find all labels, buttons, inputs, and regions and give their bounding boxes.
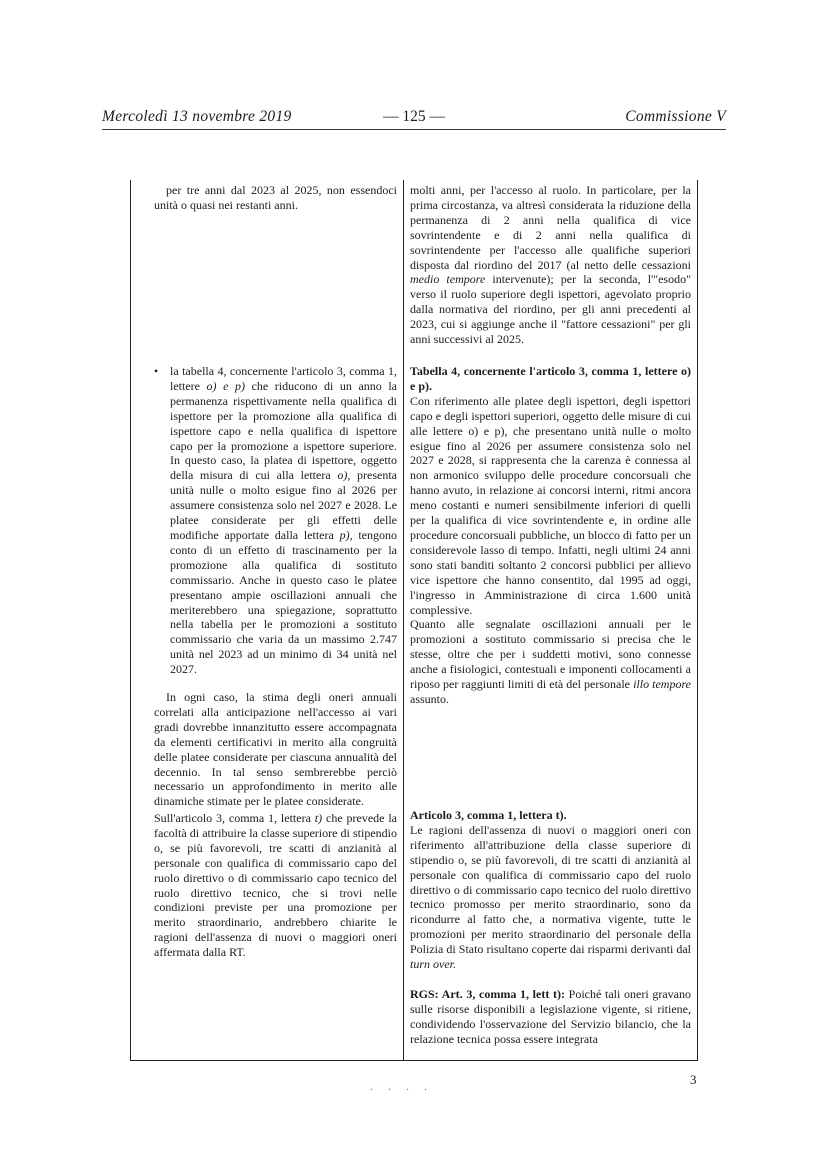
header-page-number: — 125 — (383, 108, 445, 125)
page-header (102, 108, 726, 130)
footer-page-number: 3 (690, 1072, 697, 1087)
left-bullet-paragraph: la tabella 4, concernente l'articolo 3, comma 1, lettere o) e p) che riducono di un anno la permanenza rispettivamente nella qualifica di ispettore per la promozione alla qualifica di ispettore capo e nella qualifica di ispettore capo per la promozione a ispettore superiore. In questo caso, la platea di ispettore, oggetto della misura di cui alla lettera o), presenta unità nulle o molto esigue fino al 2026 per assumere consistenza solo nel 2027 e 2028. Le platee considerate per gli effetti delle modifiche apportate dalla lettera p), tengono conto di un effetto di trascinamento per la promozione alla qualifica di sostituto commissario. Anche in questo caso le platee presentano ampie oscillazioni annuali che meriterebbero una spiegazione, soprattutto nella tabella per le promozioni a sostituto commissario che varia da un massimo 2.747 unità nel 2023 ad un minimo di 34 unità nel 2027. (170, 364, 397, 677)
right-heading-articolo-3: Articolo 3, comma 1, lettera t). (410, 808, 567, 822)
left-paragraph-4: Sull'articolo 3, comma 1, lettera t) che prevede la facoltà di attribuire la classe superiore di stipendio o, se più favorevoli, tre scatti di anzianità al personale con qualifica di commissario capo del ruolo direttivo o di commissario capo tecnico del ruolo direttivo tecnico, che si trovi nelle condizioni previste per una promozione per merito straordinario, andrebbero chiarite le ragioni dell'assenza di nuovi o maggiori oneri affermata dalla RT. (154, 811, 398, 960)
right-section-tabella-4: Tabella 4, concernente l'articolo 3, comma 1, lettere o) e p). Con riferimento alle platee degli ispettori, degli ispettori capo e degli ispettori superiori, oggetto delle misure di cui alle lettere o) e p), che presentano unità nulle o molto esigue fino al 2026 per assumere consistenza solo nel 2027 e 2028, si rappresenta che la carenza è connessa al non armonico sviluppo delle procedure concorsuali che hanno avuto, in relazione ai concorsi interni, ritmi ancora meno costanti e numeri sensibilmente inferiori di quelli per la qualifica di vice sovrintendente e, in ordine alle procedure concorsuali pubbliche, un blocco di fatto per un considerevole lasso di tempo. Infatti, negli ultimi 24 anni sono stati banditi soltanto 2 concorsi pubblici per allievo vice ispettore che hanno consentito, dal 1995 ad oggi, l'ingresso in Amministrazione di circa 1.600 unità complessive. Quanto alle segnalate oscillazioni annuali per le promozioni a sostituto commissario si precisa che le stesse, oltre che per i suddetti motivi, sono connesse anche a fisiologici, contestuali e imponenti collocamenti a riposo per raggiunti limiti di età del personale illo tempore assunto. (410, 364, 691, 706)
header-commission: Commissione V (625, 108, 726, 125)
right-section-rgs: RGS: Art. 3, comma 1, lett t): Poiché tali oneri gravano sulle risorse disponibili a legislazione vigente, si ritiene, condividendo l'osservazione del Servizio bilancio, che la relazione tecnica possa essere integrata (410, 987, 691, 1046)
column-divider (403, 180, 404, 1060)
scan-dots: . . . . (370, 1079, 433, 1093)
left-paragraph-1: per tre anni dal 2023 al 2025, non essendoci unità o quasi nei restanti anni. (154, 183, 397, 212)
right-heading-tabella-4: Tabella 4, concernente l'articolo 3, comma 1, lettere o) e p). (410, 364, 691, 393)
left-paragraph-3: In ogni caso, la stima degli oneri annuali correlati alla anticipazione nell'accesso ai vari gradi dovrebbe innanzitutto essere accompagnata da elementi certificativi in merito alla congruità delle platee considerate per ciascuna annualità del decennio. In tal senso sembrerebbe perciò necessario un approfondimento in merito alle dinamiche stimate per le platee considerate. (154, 690, 397, 809)
right-heading-rgs: RGS: Art. 3, comma 1, lett t): (410, 987, 565, 1001)
right-section-articolo-3: Articolo 3, comma 1, lettera t). Le ragioni dell'assenza di nuovi o maggiori oneri con riferimento all'attribuzione della classe superiore di stipendio o, se più favorevoli, di tre scatti di anzianità al personale con qualifica di commissario capo del ruolo direttivo o di commissario capo tecnico del ruolo direttivo tecnico promosso per merito straordinario, sono da ricondurre al fatto che, a normativa vigente, tutte le promozioni per merito straordinario del personale della Polizia di Stato risultano coperte dai risparmi derivanti dal turn over. (410, 808, 691, 972)
bullet-icon: • (154, 364, 159, 378)
header-date: Mercoledì 13 novembre 2019 (102, 108, 292, 125)
header-rule (102, 129, 726, 130)
right-paragraph-1: molti anni, per l'accesso al ruolo. In particolare, per la prima circostanza, va altresì considerata la riduzione della permanenza di 2 anni nella qualifica di vice sovrintendente e di 2 anni nella qualifica di sovrintendente per l'accesso alle qualifiche superiori disposta dal riordino del 2017 (al netto delle cessazioni medio tempore intervenute); per la seconda, l'"esodo" verso il ruolo superiore degli ispettori, agevolato proprio dalla normativa del riordino, per gli anni precedenti al 2023, cui si aggiunge anche il "fattore cessazioni" per gli anni successivi al 2025. (410, 183, 691, 347)
